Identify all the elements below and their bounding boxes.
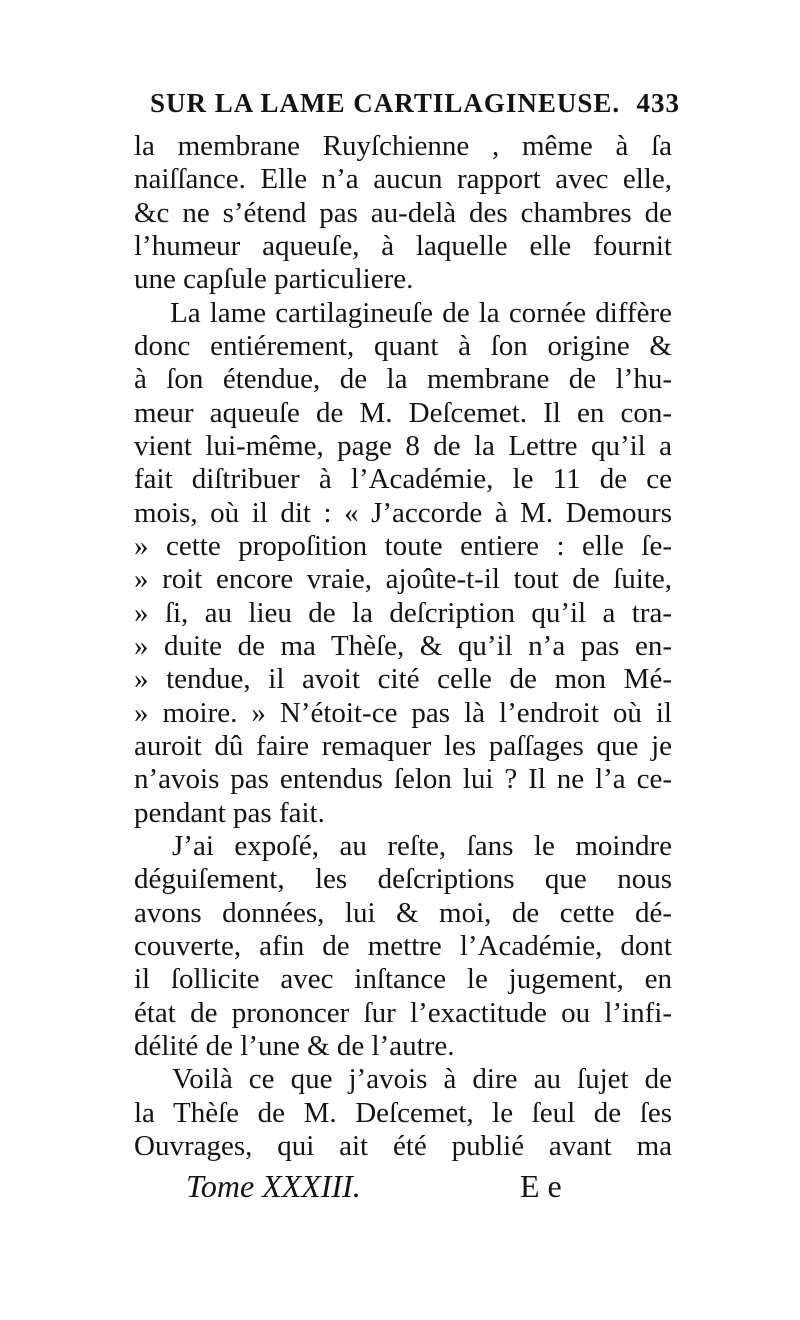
text-line: la membrane Ruyſchienne , même à ſa (134, 130, 672, 162)
paragraph-start-line: La lame cartilagineuſe de la cornée diffère (170, 297, 672, 329)
signature-mark: E e (520, 1168, 562, 1204)
text-line: l’humeur aqueuſe, à laquelle elle fournit (134, 230, 672, 262)
text-line: » ſi, au lieu de la deſcription qu’il a tra- (134, 597, 672, 629)
page-number: 433 (636, 88, 680, 118)
text-line: vient lui-même, page 8 de la Lettre qu’il a (134, 430, 672, 462)
running-title: SUR LA LAME CARTILAGINEUSE. (150, 88, 621, 118)
text-line: meur aqueuſe de M. Deſcemet. Il en con- (134, 397, 672, 429)
text-line: » moire. » N’étoit-ce pas là l’endroit où il (134, 697, 672, 729)
text-line: il ſollicite avec inſtance le jugement, en (134, 963, 672, 995)
text-line: mois, où il dit : « J’accorde à M. Demours (134, 497, 672, 529)
text-line: » tendue, il avoit cité celle de mon Mé- (134, 663, 672, 695)
text-line: » duite de ma Thèſe, & qu’il n’a pas en- (134, 630, 672, 662)
text-line: » roit encore vraie, ajoûte-t-il tout de ſuite, (134, 563, 672, 595)
text-line: donc entiérement, quant à ſon origine & (134, 330, 672, 362)
text-line: état de prononcer ſur l’exactitude ou l’infi- (134, 997, 672, 1029)
volume-label: Tome XXXIII. (186, 1168, 361, 1204)
running-header (150, 88, 680, 119)
text-line: avons données, lui & moi, de cette dé- (134, 897, 672, 929)
text-line: déguiſement, les deſcriptions que nous (134, 863, 672, 895)
text-line: fait diſtribuer à l’Académie, le 11 de ce (134, 463, 672, 495)
text-line: &c ne s’étend pas au-delà des chambres de (134, 197, 672, 229)
text-line: la Thèſe de M. Deſcemet, le ſeul de ſes (134, 1097, 672, 1129)
paragraph-start-line: J’ai expoſé, au reſte, ſans le moindre (172, 830, 672, 862)
text-line: couverte, afin de mettre l’Académie, dont (134, 930, 672, 962)
text-line: pendant pas fait. (134, 797, 325, 829)
text-line: auroit dû faire remaquer les paſſages que je (134, 730, 672, 762)
text-line: une capſule particuliere. (134, 263, 414, 295)
text-line: à ſon étendue, de la membrane de l’hu- (134, 363, 672, 395)
text-line: n’avois pas entendus ſelon lui ? Il ne l’a ce- (134, 763, 672, 795)
text-line: » cette propoſition toute entiere : elle ſe- (134, 530, 672, 562)
text-line: délité de l’une & de l’autre. (134, 1030, 455, 1062)
text-line: Ouvrages, qui ait été publié avant ma (134, 1130, 672, 1162)
text-line: naiſſance. Elle n’a aucun rapport avec elle, (134, 163, 672, 195)
paragraph-start-line: Voilà ce que j’avois à dire au ſujet de (172, 1063, 672, 1095)
